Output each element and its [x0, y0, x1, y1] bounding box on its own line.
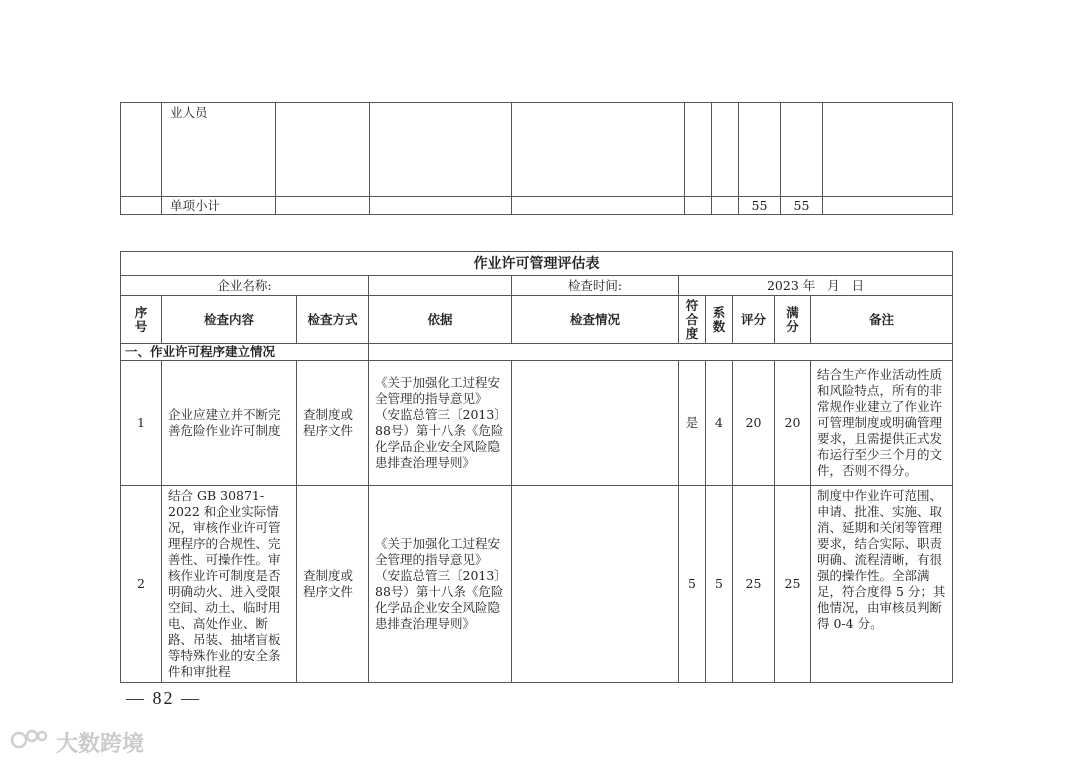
row-situation [512, 361, 679, 486]
header-basis: 依据 [369, 296, 512, 344]
header-seq: 序号 [121, 296, 162, 344]
page-number: — 82 — [126, 688, 201, 708]
row-seq: 1 [121, 361, 162, 486]
row-conformity: 是 [679, 361, 706, 486]
header-situation: 检查情况 [512, 296, 679, 344]
check-time-label: 检查时间: [512, 276, 679, 296]
row-full: 20 [775, 361, 811, 486]
header-conformity: 符合度 [679, 296, 706, 344]
section-title: 一、作业许可程序建立情况 [121, 344, 369, 361]
table-row [121, 361, 953, 486]
header-remark: 备注 [811, 296, 953, 344]
watermark [10, 726, 144, 758]
header-full: 满分 [775, 296, 811, 344]
check-time-value: 2023 年 月 日 [679, 276, 953, 296]
company-label: 企业名称: [121, 276, 369, 296]
top-table [120, 102, 953, 215]
assessment-table [120, 251, 953, 683]
row-basis: 《关于加强化工过程安全管理的指导意见》（安监总管三〔2013〕88号）第十八条《危险化学品企业安全风险隐患排查治理导则》 [369, 361, 512, 486]
header-score: 评分 [733, 296, 775, 344]
subtotal-full: 55 [781, 197, 823, 215]
header-content: 检查内容 [162, 296, 297, 344]
row-method: 查制度或程序文件 [297, 486, 369, 683]
row-content: 结合 GB 30871-2022 和企业实际情况，审核作业许可管理程序的合规性、完善性、可操作性。审核作业许可制度是否明确动火、进入受限空间、动土、临时用电、高处作业、断路、吊装、抽堵盲板等特殊作业的安全条件和审批程 [162, 486, 297, 683]
row-content-cell: 业人员 [162, 103, 276, 197]
header-coef: 系数 [706, 296, 733, 344]
row-coef: 4 [706, 361, 733, 486]
subtotal-label: 单项小计 [162, 197, 276, 215]
subtotal-score: 55 [739, 197, 781, 215]
row-score: 25 [733, 486, 775, 683]
row-full: 25 [775, 486, 811, 683]
watermark-logo-icon [10, 726, 50, 758]
row-content: 企业应建立并不断完善危险作业许可制度 [162, 361, 297, 486]
table-row [121, 486, 953, 683]
row-method: 查制度或程序文件 [297, 361, 369, 486]
row-remark: 制度中作业许可范围、申请、批准、实施、取消、延期和关闭等管理要求，结合实际、职责明确、流程清晰，有很强的操作性。全部满足，符合度得 5 分；其他情况，由审核员判断得 0-4 分。 [811, 486, 953, 683]
row-situation [512, 486, 679, 683]
watermark-text: 大数跨境 [56, 731, 145, 757]
row-remark: 结合生产作业活动性质和风险特点，所有的非常规作业建立了作业许可管理制度或明确管理要求，且需提供正式发布运行至少三个月的文件，否则不得分。 [811, 361, 953, 486]
company-value [369, 276, 512, 296]
row-basis: 《关于加强化工过程安全管理的指导意见》（安监总管三〔2013〕88号）第十八条《危险化学品企业安全风险隐患排查治理导则》 [369, 486, 512, 683]
row-conformity: 5 [679, 486, 706, 683]
row-coef: 5 [706, 486, 733, 683]
row-seq: 2 [121, 486, 162, 683]
header-method: 检查方式 [297, 296, 369, 344]
row-score: 20 [733, 361, 775, 486]
form-title: 作业许可管理评估表 [121, 252, 953, 276]
